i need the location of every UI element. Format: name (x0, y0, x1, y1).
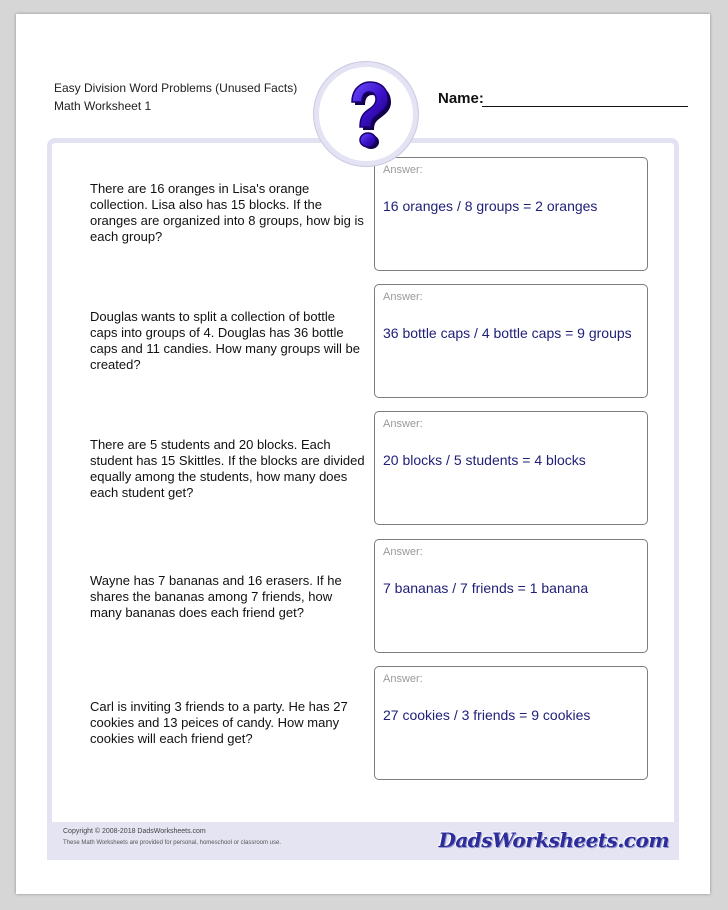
answer-label: Answer: (383, 418, 423, 430)
question-mark-icon (324, 72, 408, 156)
disclaimer-text: These Math Worksheets are provided for personal, homeschool or classroom use. (63, 840, 281, 846)
problems-panel (47, 138, 679, 830)
answer-box-4[interactable] (374, 539, 648, 653)
problem-4-text: Wayne has 7 bananas and 16 erasers. If he shares the bananas among 7 friends, how many bananas does each friend get? (90, 573, 342, 620)
name-field[interactable] (482, 106, 688, 107)
problem-3-text: There are 5 students and 20 blocks. Each student has 15 Skittles. If the blocks are divided equally among the students, how many does each student get? (90, 437, 365, 500)
answer-label: Answer: (383, 673, 423, 685)
name-label: Name: (438, 90, 484, 107)
answer-text: 27 cookies / 3 friends = 9 cookies (383, 707, 591, 723)
worksheet-title: Easy Division Word Problems (Unused Facts) (54, 81, 298, 95)
answer-box-1[interactable] (374, 157, 648, 271)
answer-text: 36 bottle caps / 4 bottle caps = 9 groups (383, 325, 632, 341)
problem-2-text: Douglas wants to split a collection of bottle caps into groups of 4. Douglas has 36 bottle caps and 11 candies. How many groups will be created? (90, 309, 361, 372)
answer-label: Answer: (383, 164, 423, 176)
problem-1-text: There are 16 oranges in Lisa's orange collection. Lisa also has 15 blocks. If the oranges are organized into 8 groups, how big is each group? (90, 181, 364, 244)
answer-text: 7 bananas / 7 friends = 1 banana (383, 580, 589, 596)
answer-box-2[interactable] (374, 284, 648, 398)
answer-text: 20 blocks / 5 students = 4 blocks (383, 452, 586, 468)
answer-box-3[interactable] (374, 411, 648, 525)
answer-label: Answer: (383, 546, 423, 558)
problem-5-text: Carl is inviting 3 friends to a party. He has 27 cookies and 13 peices of candy. How many cookies will each friend get? (90, 699, 348, 746)
footer (47, 822, 679, 860)
copyright-text: Copyright © 2008-2018 DadsWorksheets.com (63, 828, 206, 835)
brand-logo: DadsWorksheets.com (438, 828, 669, 852)
answer-text: 16 oranges / 8 groups = 2 oranges (383, 198, 598, 214)
worksheet-subtitle: Math Worksheet 1 (54, 99, 152, 113)
answer-box-5[interactable] (374, 666, 648, 780)
worksheet-page (16, 14, 710, 894)
answer-label: Answer: (383, 291, 423, 303)
question-mark-logo (314, 62, 418, 166)
